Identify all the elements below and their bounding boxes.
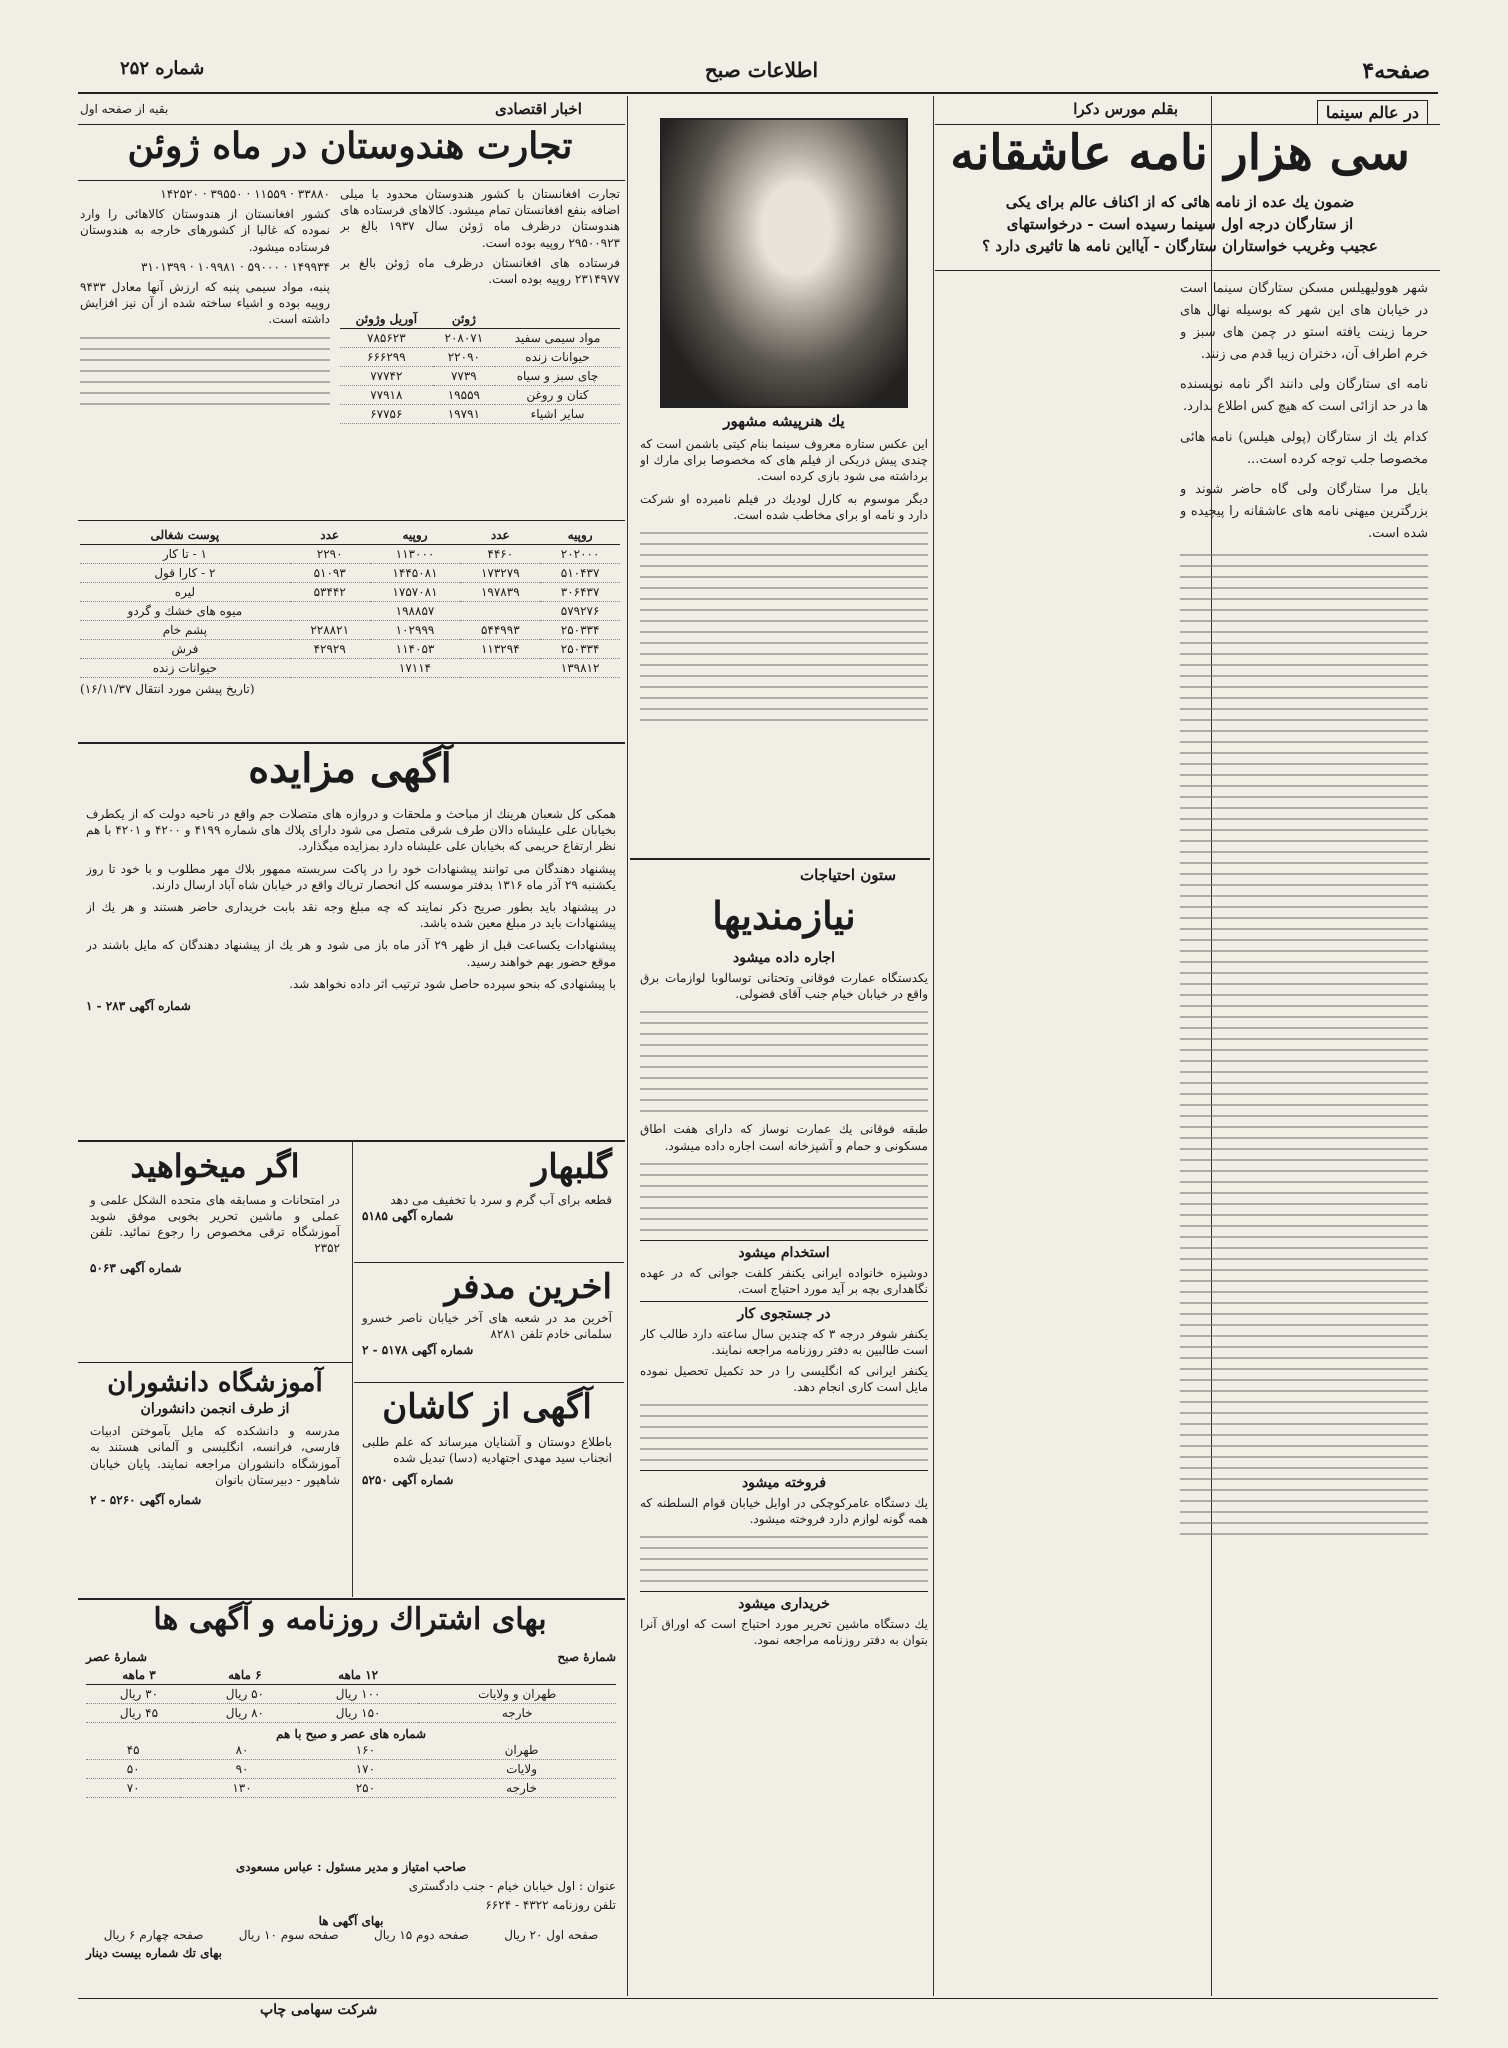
economy-right-text — [80, 186, 330, 506]
text-lines — [640, 532, 928, 721]
classifieds-section-label: ستون احتیاجات — [800, 866, 897, 884]
cell: ۳ ماهه — [86, 1666, 192, 1685]
single-copy-price: بهای تك شماره بیست دینار — [86, 1946, 223, 1960]
cell: ۱۹۷۸۳۹ — [460, 583, 540, 602]
cell: ۷۸۵۶۲۳ — [340, 329, 433, 348]
rule — [78, 1362, 352, 1363]
ad-number: شماره آگهی ۵۱۸۵ — [362, 1208, 454, 1223]
subscription-table — [86, 1666, 616, 1723]
trade-table-1 — [340, 310, 620, 424]
cell — [290, 659, 370, 678]
text-lines — [640, 1536, 928, 1582]
cell: ۴۴۶۰ — [460, 545, 540, 564]
ad-rates-box — [86, 1914, 616, 1960]
subhead: از ستارگان درجه اول سینما رسیده است - درخواستهای — [1006, 214, 1354, 233]
cell: ۵۱۰۴۳۷ — [540, 564, 620, 583]
paragraph: پنبه، مواد سیمی پنبه که ارزش آنها معادل ۹۴۳۳ روپیه بوده و اشیاء ساخته شده از آن نیز افزایش داشته است. — [80, 279, 330, 327]
table-row — [80, 583, 620, 602]
cell — [290, 602, 370, 621]
subheading-seek: در جستجوی کار — [640, 1301, 928, 1322]
subheading-rent: اجاره داده میشود — [732, 950, 836, 966]
cell: ۱۱۳۰۰۰ — [370, 545, 461, 564]
publisher: صاحب امتیاز و مدیر مسئول : عباس مسعودی — [235, 1860, 467, 1874]
cell: ۴۲۹۲۹ — [290, 640, 370, 659]
classified-text: یك دستگاه ماشین تحریر مورد احتیاج است که اوراق آنرا بتوان به دفتر روزنامه مراجعه نمود. — [640, 1617, 928, 1648]
subhead: عجیب وغریب خواستاران ستارگان - آیااین نامه ها تاثیری دارد ؟ — [982, 236, 1378, 255]
table-row — [86, 1704, 616, 1723]
subscription-prices — [86, 1650, 616, 1798]
figure: ۳۹۵۵۰ — [210, 187, 243, 201]
rule — [935, 270, 1440, 271]
ad-number: شماره آگهی ۵۲۵۰ — [362, 1473, 454, 1488]
figure: ۱۴۲۵۲۰ — [160, 187, 199, 201]
rule — [78, 742, 625, 744]
ad-title: آگهی از کاشان — [382, 1387, 592, 1427]
ad-text: باطلاع دوستان و آشنایان میرساند که علم طلبی انجناب سید مهدی اجتهادیه (دسا) تبدیل شده — [362, 1434, 612, 1465]
paragraph: با پیشنهادی که بنحو سپرده حاصل شود ترتیب اثر داده نخواهد شد. — [289, 976, 616, 991]
table-row — [86, 1760, 616, 1779]
photo-caption — [640, 436, 928, 836]
cell: ۷۷۹۱۸ — [340, 386, 433, 405]
cell: ۷۷۷۴۲ — [340, 367, 433, 386]
column-divider — [627, 96, 628, 1996]
ad-rate: صفحه دوم ۱۵ ریال — [374, 1928, 469, 1942]
evening-label: شمارۀ عصر — [86, 1650, 148, 1664]
cell: ۴۵ ریال — [86, 1704, 192, 1723]
table-row — [80, 545, 620, 564]
address: عنوان : اول خیابان خیام - جنب دادگستری — [408, 1879, 616, 1894]
cell: ۱۷۳۲۷۹ — [460, 564, 540, 583]
cell: ۲۲۸۸۲۱ — [290, 621, 370, 640]
subhead: ضمون یك عده از نامه هائی که از اکناف عالم برای یکی — [1005, 193, 1355, 211]
cell: مواد سیمی سفید — [495, 329, 620, 348]
figure: ۱۰۹۹۸۱ — [197, 259, 237, 274]
caption-text: دیگر موسوم به کارل لودیك در فیلم نامبرده او شرکت دارد و نامه او برای مخاطب شده است. — [640, 491, 928, 522]
cell: ۲۰۲۰۰۰ — [540, 545, 620, 564]
table-row — [340, 367, 620, 386]
masthead-rule — [78, 92, 1438, 94]
col-header: ژوئن — [433, 310, 495, 329]
table-row — [340, 329, 620, 348]
rule — [78, 1998, 1438, 1999]
table-row — [80, 602, 620, 621]
cell — [460, 659, 540, 678]
classified-text: یك دستگاه عامرکوچکی در اوایل خیابان قوام السلطنه که همه گونه لوازم دارد فروخته میشود. — [640, 1495, 928, 1527]
col-header: عدد — [460, 526, 540, 545]
cell: ۷۷۳۹ — [433, 367, 495, 386]
paragraph: فرستاده های افغانستان درظرف ماه ژوئن بالغ بر ۲۳۱۴۹۷۷ روپیه بوده است. — [340, 255, 620, 286]
cell: ۱۳۰ — [180, 1779, 303, 1798]
paragraph: بایل مرا ستارگان ولی گاه حاضر شوند و بزرگترین میهنی نامه های عاشقانه را پیچیده و شده است. — [1180, 481, 1428, 541]
ad-rates-title: بهای آگهی ها — [318, 1914, 384, 1928]
cell: ۸۰ ریال — [192, 1704, 298, 1723]
ad-golbahar — [352, 1146, 622, 1256]
subheading-buy: خریداری میشود — [640, 1591, 928, 1612]
figures: ۳۳۸۸۰ · ۱۱۵۵۹ · ۳۹۵۵۰ · ۱۴۲۵۲۰ — [160, 187, 330, 201]
morning-label: شمارۀ صبح — [557, 1650, 616, 1664]
ad-title: اخرین مدفر — [444, 1267, 612, 1307]
classifieds-headline: نیازمندیها — [712, 893, 856, 938]
ad-number: شماره آگهی ۲۸۳ - ۱ — [86, 998, 191, 1013]
ad-rate: صفحه اول ۲۰ ریال — [504, 1928, 599, 1942]
paragraph: کشور افغانستان از هندوستان کالاهائی را وارد نموده که غالبا از کشورهای خارجه به هندوستان فرستاده میشود. — [80, 207, 330, 254]
figure: ۱۱۵۵۹ — [254, 187, 287, 201]
trade-table — [80, 526, 620, 678]
cell: ۵۷۹۲۷۶ — [540, 602, 620, 621]
cell: ۲۵۰۳۳۴ — [540, 621, 620, 640]
article-column-1 — [1180, 278, 1428, 1998]
ad-title: گلبهار — [531, 1147, 612, 1187]
cell: ۵۰ — [86, 1760, 180, 1779]
cell: ۳۰۶۴۳۷ — [540, 583, 620, 602]
classified-text: طبقه فوقانی یك عمارت نوساز که دارای هفت اطاق مسکونی و حمام و آشپزخانه است اجاره داده میشود. — [640, 1122, 928, 1153]
cell: ۲۲۹۰ — [290, 545, 370, 564]
cell: ۱۹۵۵۹ — [433, 386, 495, 405]
cell: کتان و روغن — [495, 386, 620, 405]
rule — [630, 858, 930, 860]
cell: ۱۰۰ ریال — [298, 1685, 419, 1704]
table-row — [80, 640, 620, 659]
table-row — [80, 621, 620, 640]
cell: پشم خام — [80, 621, 290, 640]
economy-headline: تجارت هندوستان در ماه ژوئن — [127, 125, 573, 167]
ad-rate: صفحه چهارم ۶ ریال — [103, 1928, 204, 1942]
paragraph: شهر هوولیهیلس مسکن ستارگان سینما است در خیابان های این شهر که بوسیله نهال های حرما زینت یافته استو در چمن های سبز و خرم اطراف آن، دختران زیبا قدم می زنند. — [1180, 281, 1428, 363]
trade-table-2 — [80, 526, 620, 696]
cell: ۱۷۵۷۰۸۱ — [370, 583, 461, 602]
col-header: روپیه — [370, 526, 461, 545]
ad-title: اگر میخواهید — [130, 1147, 300, 1185]
phone: تلفن روزنامه ۴۳۲۲ - ۶۶۲۴ — [485, 1898, 616, 1913]
cell: ۳۰ ریال — [86, 1685, 192, 1704]
ad-text: در امتحانات و مسابقه های متحده الشکل علمی و عملی و ماشین تحریر بخوبی موفق شوید آموزشگاه ترقی مخصوص را رجوع نمائید. تلفن ۲۳۵۲ — [90, 1192, 340, 1256]
cell: ۱۳۹۸۱۲ — [540, 659, 620, 678]
rule — [78, 520, 625, 521]
paragraph: پیشنهادات یکساعت قبل از ظهر ۲۹ آذر ماه باز می شود و هر یك از پیشنهاد دهندگان که مایل باشند در موقع حضور بهم خواهند رسید. — [86, 938, 616, 969]
ad-agar-mikhahid — [82, 1146, 348, 1356]
cell: ۶۷۷۵۶ — [340, 405, 433, 424]
cell: ۵۳۴۴۲ — [290, 583, 370, 602]
cell: طهران و ولایات — [418, 1685, 616, 1704]
cell: ۱۱۴۰۵۳ — [370, 640, 461, 659]
rule — [354, 1382, 624, 1383]
cell: ۵۰ ریال — [192, 1685, 298, 1704]
table-row — [86, 1741, 616, 1760]
table-row — [86, 1779, 616, 1798]
cell: ۴۵ — [86, 1741, 180, 1760]
cell: ۷۰ — [86, 1779, 180, 1798]
subheading-hire: استخدام میشود — [640, 1240, 928, 1261]
cell: ۱۹۷۹۱ — [433, 405, 495, 424]
paragraph: تجارت افغانستان با کشور هندوستان محدود با میلی اضافه بنفع افغانستان تمام میشود. کالاهای فرستاده های هندوستان درظرف ماه ژوئن سال ۱۹۳۷ بالغ بر ۲۹۵۰۰۹۲۳ روپیه بوده است. — [340, 187, 620, 250]
text-lines — [80, 337, 330, 405]
paper-name: اطلاعات صبح — [704, 58, 818, 82]
article-headline: سی هزار نامه عاشقانه — [950, 125, 1410, 181]
ad-text: مدرسه و دانشکده که مایل بآموختن ادبیات فارسی، فرانسه، انگلیسی و آلمانی هستند به آموزشگاه دانشوران مراجعه نمایند. پایان خیابان شاهپور - دبیرستان بانوان — [90, 1424, 340, 1487]
printer: شرکت سهامی چاپ — [260, 2002, 378, 2018]
paragraph: کدام یك از ستارگان (پولی هیلس) نامه هائی مخصوصا جلب توجه کرده است... — [1180, 429, 1428, 467]
cell: ولایات — [427, 1760, 616, 1779]
subscription-title: بهای اشتراك روزنامه و آگهی ها — [153, 1602, 547, 1637]
article-subheads — [932, 192, 1428, 257]
paragraph: همکی کل شعبان هرینك از مباحث و ملحقات و دروازه های متصلات جم واقع در ناحیه دولت که از یکطرف بخیابان علی علیشاه دالان طرف شرقی متصل می شود دارای پلاك های شماره ۴۱۹۹ و ۴۲۰۰ و ۴۲۰۱ با هم نظر ارتفاع حریمی که بخیابان علی علیشاه دارد بمزایده میگذارد. — [86, 807, 616, 854]
ad-subtitle: از طرف انجمن دانشوران — [140, 1401, 290, 1418]
cell: ۹۰ — [180, 1760, 303, 1779]
cell: طهران — [427, 1741, 616, 1760]
text-lines — [1180, 554, 1428, 1535]
table-row — [340, 405, 620, 424]
cell: ۱۹۸۸۵۷ — [370, 602, 461, 621]
figure: ۳۳۸۸۰ — [297, 187, 330, 201]
subscription-table-both — [86, 1741, 616, 1798]
cell: ۱۵۰ ریال — [298, 1704, 419, 1723]
ad-number: شماره آگهی ۵۲۶۰ - ۲ — [90, 1493, 202, 1508]
col-header — [495, 310, 620, 329]
ad-number: شماره آگهی ۵۰۶۳ — [90, 1261, 182, 1276]
paragraph: در پیشنهاد باید بطور صریح ذکر نمایند که چه مبلغ وجه نقد بابت خریداری حاضر هستند و هر یك از پیشنهادات باید در مبلغ معین شده باشد. — [86, 899, 616, 931]
cell: ۱۶۰ — [304, 1741, 427, 1760]
table-row — [80, 659, 620, 678]
col-header: عدد — [290, 526, 370, 545]
classified-text: یکنفر ایرانی که انگلیسی را در حد تکمیل تحصیل نموده مایل است کاری انجام دهد. — [640, 1363, 928, 1394]
cell: چای سبز و سیاه — [495, 367, 620, 386]
figure: ۳۱۰۱۳۹۹ — [140, 259, 187, 274]
cell: لیره — [80, 583, 290, 602]
ad-mozaffar — [352, 1266, 622, 1376]
cell: فرش — [80, 640, 290, 659]
classifieds-body — [640, 950, 928, 1990]
rule — [354, 1262, 624, 1263]
text-lines — [640, 1404, 928, 1461]
cell: ۶ ماهه — [192, 1666, 298, 1685]
classified-text: یکدستگاه عمارت فوقانی وتحتانی توسالوبا لوازمات برق واقع در خیابان خیام جنب آقای فضولی. — [640, 971, 928, 1002]
classified-text: دوشیزه خانواده ایرانی یکنفر کلفت جوانی که در عهده نگاهداری بچه بر آید مورد احتیاج است. — [640, 1265, 928, 1296]
cell: ۱۴۴۵۰۸۱ — [370, 564, 461, 583]
cell: ۵۴۴۹۹۳ — [460, 621, 540, 640]
col-header: پوست شغالی — [80, 526, 290, 545]
table-footnote: (تاریخ پیشن مورد انتقال ۱۶/۱۱/۳۷) — [80, 682, 255, 696]
cell: حیوانات زنده — [495, 348, 620, 367]
cell: ۶۶۶۲۹۹ — [340, 348, 433, 367]
cell — [460, 602, 540, 621]
continued-note: بقیه از صفحه اول — [80, 102, 169, 116]
publisher-info — [86, 1858, 616, 1916]
table-row — [86, 1666, 616, 1685]
cell: خارجه — [427, 1779, 616, 1798]
rule — [78, 180, 625, 181]
cell: ۱۰۲۹۹۹ — [370, 621, 461, 640]
col-header: آوریل وژوئن — [340, 310, 433, 329]
ad-text: آخرین مد در شعبه های آخر خیابان ناصر خسرو سلمانی خادم تلفن ۸۲۸۱ — [362, 1310, 612, 1341]
cell: ۱۷۱۱۴ — [370, 659, 461, 678]
both-label: شماره های عصر و صبح با هم — [275, 1727, 427, 1741]
issue-number: شماره ۲۵۲ — [120, 58, 205, 79]
table-row — [86, 1685, 616, 1704]
text-lines — [640, 1011, 928, 1112]
caption-text: این عکس ستاره معروف سینما بنام کیتی باشمن است که چندی پیش دریکی از فیلم های که مخصوصا برای مارك او برداشته می شود بازی کرده است. — [640, 437, 928, 484]
section-label-cinema: در عالم سینما — [1317, 100, 1428, 125]
cell: خارجه — [418, 1704, 616, 1723]
page-number: صفحه۴ — [1362, 58, 1430, 84]
figure: ۵۹۰۰۰ — [247, 259, 280, 274]
trade-table — [340, 310, 620, 424]
economy-intro — [340, 186, 620, 306]
figure: ۱۴۹۹۳۴ — [291, 259, 330, 274]
col-header: روپیه — [540, 526, 620, 545]
cell: سایر اشیاء — [495, 405, 620, 424]
cell — [418, 1666, 616, 1685]
cell: ۵۱۰۹۳ — [290, 564, 370, 583]
cell: میوه های خشك و گردو — [80, 602, 290, 621]
cell: ۲۵۰ — [304, 1779, 427, 1798]
cell: ۱ - تا کار — [80, 545, 290, 564]
auction-title: آگهی مزایده — [248, 745, 452, 792]
photo-caption-title: یك هنرپیشه مشهور — [723, 412, 845, 430]
cell: ۱۷۰ — [304, 1760, 427, 1779]
ad-title: آموزشگاه دانشوران — [107, 1368, 323, 1398]
byline: بقلم مورس دکرا — [1073, 100, 1178, 118]
rule — [78, 1598, 625, 1600]
ad-text: قطعه برای آب گرم و سرد با تخفیف می دهد — [390, 1192, 612, 1207]
paragraph: نامه ای ستارگان ولی دانند اگر نامه نویسنده ها در حد ازائی است که هیچ کس اطلاع ندارد. — [1180, 377, 1428, 415]
ad-number: شماره آگهی ۵۱۷۸ - ۲ — [362, 1343, 474, 1358]
ad-school — [82, 1366, 348, 1594]
actress-photo — [660, 118, 908, 408]
cell: ۲۵۰۳۳۴ — [540, 640, 620, 659]
economy-section-label: اخبار اقتصادی — [495, 100, 582, 118]
auction-body — [86, 806, 616, 1136]
text-lines — [640, 1163, 928, 1231]
ad-kashan — [352, 1386, 622, 1596]
table-row — [340, 348, 620, 367]
column-divider — [933, 96, 934, 1996]
cell: ۲ - کارا قول — [80, 564, 290, 583]
cell: حیوانات زنده — [80, 659, 290, 678]
cell: ۱۱۳۲۹۴ — [460, 640, 540, 659]
classified-text: یکنفر شوفر درجه ۳ که چندین سال ساعته دارد طالب کار است طالبین به دفتر روزنامه مراجعه نمایند. — [640, 1327, 928, 1358]
cell: ۲۲۰۹۰ — [433, 348, 495, 367]
ad-rate: صفحه سوم ۱۰ ریال — [238, 1928, 339, 1942]
figures: ۱۴۹۹۳۴ · ۵۹۰۰۰ · ۱۰۹۹۸۱ · ۳۱۰۱۳۹۹ — [140, 259, 330, 274]
subheading-sale: فروخته میشود — [640, 1470, 928, 1491]
cell: ۸۰ — [180, 1741, 303, 1760]
table-row — [80, 564, 620, 583]
cell: ۱۲ ماهه — [298, 1666, 419, 1685]
paragraph: پیشنهاد دهندگان می توانند پیشنهادات خود را در پاکت سربسته ممهور بلاك مهر مطلوب و با خود تا روز یکشنبه ۲۹ آذر ماه ۱۳۱۶ بدفتر موسسه کل انحصار تریاك واقع در خیابان شاه آباد ارسال دارند. — [86, 861, 616, 892]
cell: ۲۰۸۰۷۱ — [433, 329, 495, 348]
table-row — [340, 386, 620, 405]
